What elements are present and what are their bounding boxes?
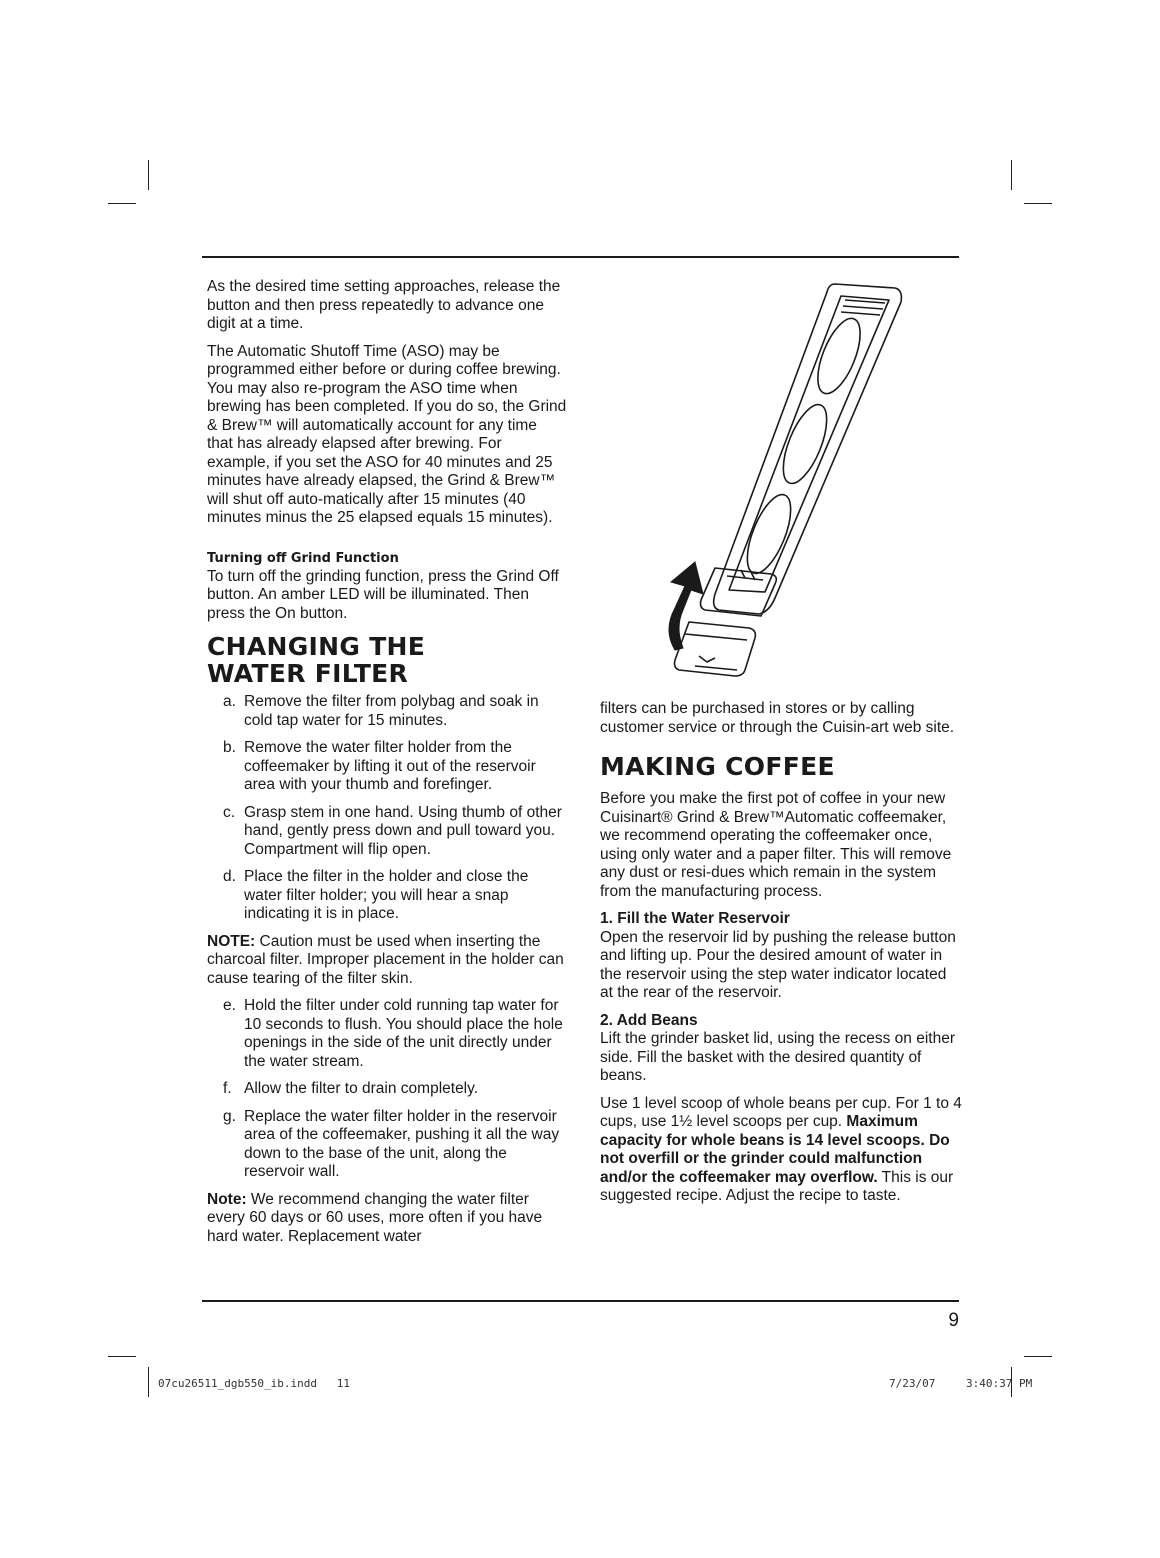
filter-step-item <box>223 739 567 795</box>
left-column <box>207 278 567 1255</box>
aso-intro-paragraph: As the desired time setting approaches, release the button and then press repeatedly to advance one digit at a time. <box>207 278 561 332</box>
step-marker: b. <box>223 739 236 756</box>
step-marker: f. <box>223 1080 232 1097</box>
filter-step-item <box>223 1108 567 1182</box>
bottom-rule <box>202 1300 959 1302</box>
step-text: Grasp stem in one hand. Using thumb of other hand, gently press down and pull toward you. Compartment will flip open. <box>244 803 562 858</box>
step-marker: a. <box>223 693 236 710</box>
filter-step-item <box>223 868 567 924</box>
note-replacement-paragraph: Note: We recommend changing the water filter every 60 days or 60 uses, more often if you have hard water. Replacement water <box>207 1190 543 1245</box>
step-text: Replace the water filter holder in the reservoir area of the coffeemaker, pushing it all the way down to the base of the unit, along the reservoir wall. <box>244 1107 560 1180</box>
step-marker: e. <box>223 997 236 1014</box>
grind-subheading: Turning off Grind Function <box>207 550 399 566</box>
making-coffee-intro: Before you make the first pot of coffee in your new Cuisinart® Grind & Brew™Automatic coffeemaker, we recommend operating the coffeemaker once, using only water and a paper filter. This will remove any dust or resi-dues which remain in the system from the manufacturing process. <box>600 790 952 900</box>
crop-mark <box>1024 1356 1052 1357</box>
top-rule <box>202 256 959 258</box>
step-marker: g. <box>223 1107 236 1125</box>
crop-mark <box>148 1367 149 1397</box>
step-marker: d. <box>223 868 236 885</box>
slug-filename: 07cu26511_dgb550_ib.indd 11 <box>158 1377 351 1390</box>
filter-continued-paragraph: filters can be purchased in stores or by calling customer service or through the Cuisin-art web site. <box>600 700 955 736</box>
filter-step-item <box>223 804 567 860</box>
step-text: Remove the filter from polybag and soak in cold tap water for 15 minutes. <box>244 693 539 729</box>
section-heading-water-filter: CHANGING THE WATER FILTER <box>207 632 426 688</box>
section-heading-making-coffee: MAKING COFFEE <box>600 752 835 781</box>
crop-mark <box>108 1356 136 1357</box>
step-marker: c. <box>223 803 236 821</box>
step2-paragraph: Lift the grinder basket lid, using the recess on either side. Fill the basket with the desired quantity of beans. <box>600 1030 955 1084</box>
step-text: Remove the water filter holder from the coffeemaker by lifting it out of the reservoir area with your thumb and forefinger. <box>244 739 536 793</box>
step-text: Place the filter in the holder and close the water filter holder; you will hear a snap indicating it is in place. <box>244 868 529 922</box>
filter-steps-list <box>207 693 567 924</box>
step1-heading: 1. Fill the Water Reservoir <box>600 910 790 927</box>
aso-description-paragraph: The Automatic Shutoff Time (ASO) may be programmed either before or during coffee brewing. You may also re-program the ASO time when brewing has been completed. If you do so, the Grind & Brew™ will automatically account for any time that has already elapsed after brewing. For example, if you set the ASO for 40 minutes and 25 minutes have already elapsed, the Grind & Brew™ will shut off auto-matically after 15 minutes (40 minutes minus the 25 elapsed equals 15 minutes). <box>207 342 567 526</box>
arrow-icon <box>669 562 703 650</box>
filter-steps-list-continued <box>207 997 567 1182</box>
filter-step-item <box>223 693 567 730</box>
slug-date: 7/23/07 <box>889 1377 936 1390</box>
crop-mark <box>1024 203 1052 204</box>
crop-mark <box>108 203 136 204</box>
grind-paragraph: To turn off the grinding function, press the Grind Off button. An amber LED will be illuminated. Then press the On button. <box>207 567 559 622</box>
right-column <box>600 700 962 1215</box>
slug-time: 3:40:37 PM <box>966 1377 1033 1390</box>
scoop-paragraph: Use 1 level scoop of whole beans per cup. For 1 to 4 cups, use 1½ level scoops per cup. Maximum capacity for whole beans is 14 level scoops. Do not overfill or the grinder could malfunction and/or the coffeemaker may overflow. This is our suggested recipe. Adjust the recipe to taste. <box>600 1094 962 1204</box>
note-paragraph: NOTE: Caution must be used when inserting the charcoal filter. Improper placement in the holder can cause tearing of the filter skin. <box>207 932 564 987</box>
step-text: Hold the filter under cold running tap water for 10 seconds to flush. You should place the hole openings in the side of the unit directly under the water stream. <box>244 997 563 1070</box>
water-filter-holder-illustration <box>645 278 915 678</box>
crop-mark <box>1011 160 1012 190</box>
step1-paragraph: Open the reservoir lid by pushing the release button and lifting up. Pour the desired amount of water in the reservoir using the step water indicator located at the rear of the reservoir. <box>600 928 956 1001</box>
page-number: 9 <box>948 1310 959 1331</box>
step-text: Allow the filter to drain completely. <box>244 1080 479 1097</box>
filter-step-item <box>223 997 567 1071</box>
crop-mark <box>148 160 149 190</box>
filter-step-item <box>223 1080 567 1099</box>
step2-heading: 2. Add Beans <box>600 1011 698 1029</box>
